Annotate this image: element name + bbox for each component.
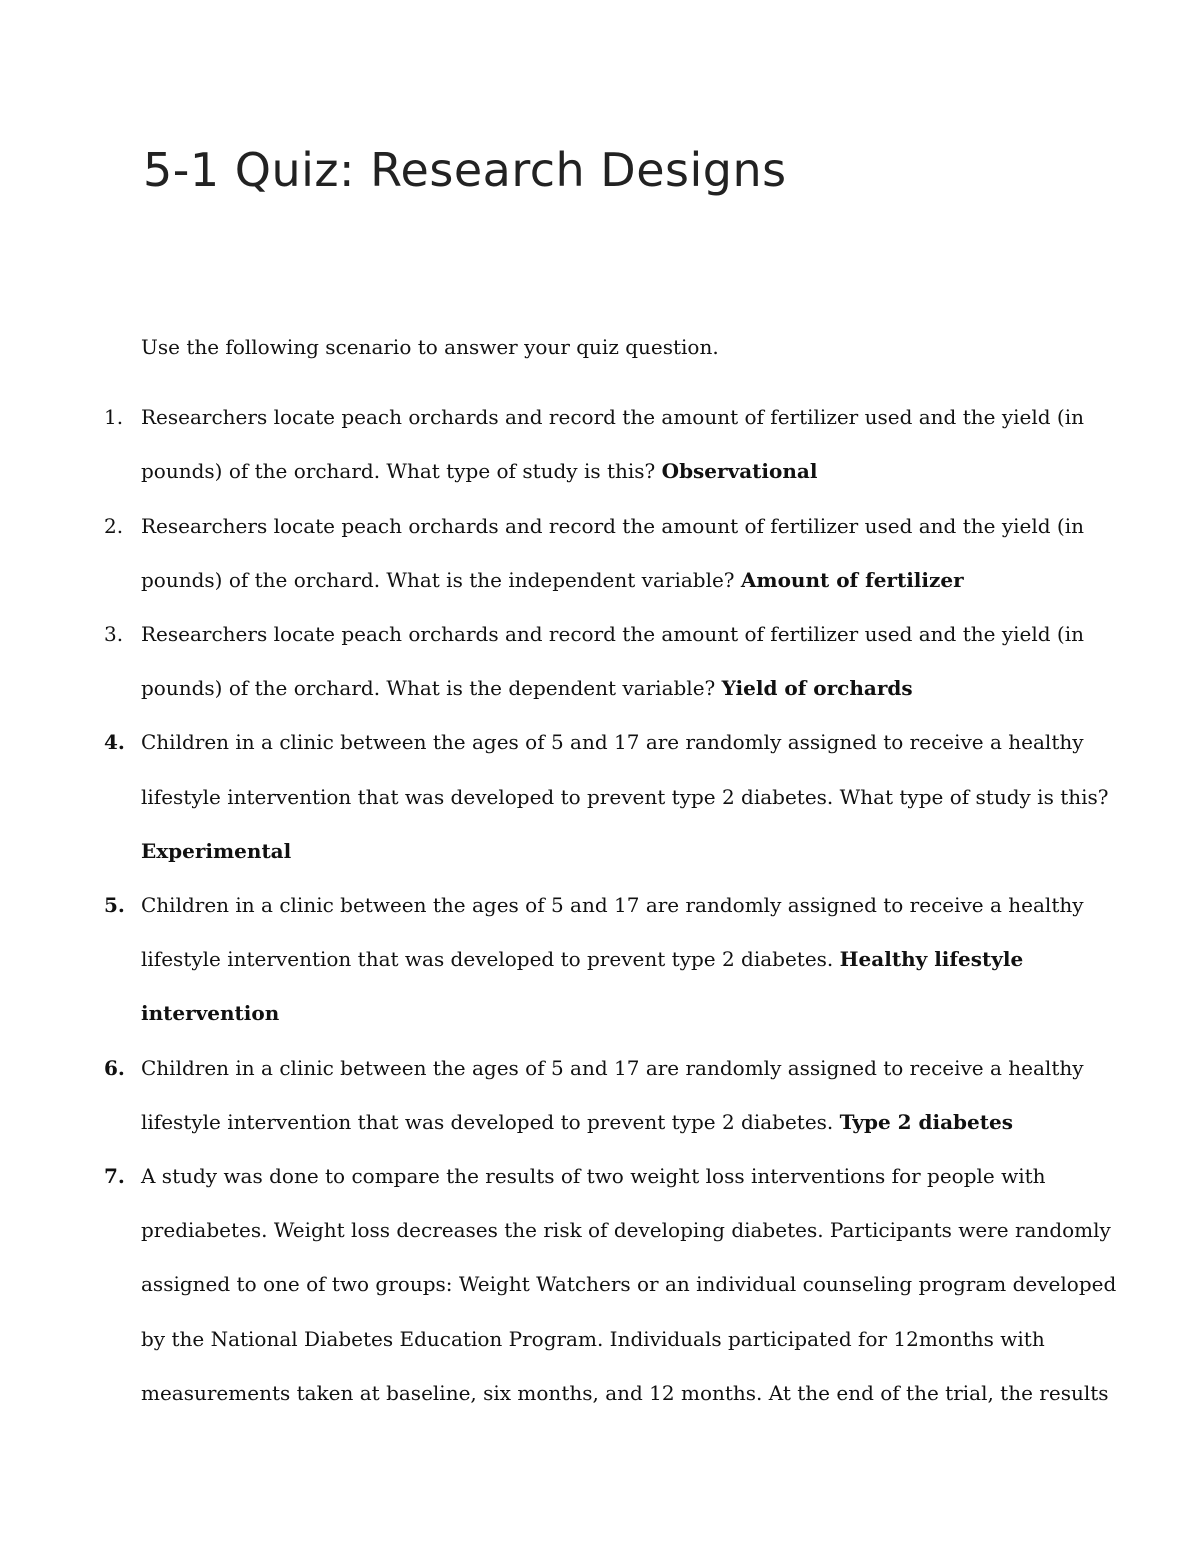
question-text-line: Children in a clinic between the ages of 5 and 17 are randomly assigned to receive a healthy — [141, 1055, 1084, 1080]
question-2 — [0, 499, 1084, 607]
question-text-line — [141, 553, 1081, 607]
question-text: lifestyle intervention that was developed to prevent type 2 diabetes. — [141, 1109, 834, 1134]
question-text: pounds) of the orchard. What is the independent variable? — [141, 567, 735, 592]
question-text-line — [141, 661, 1081, 715]
question-text-line: Children in a clinic between the ages of 5 and 17 are randomly assigned to receive a healthy — [141, 730, 1084, 755]
question-number: 6. — [104, 1055, 125, 1080]
question-text-line: assigned to one of two groups: Weight Watchers or an individual counseling program developed — [141, 1272, 1117, 1297]
question-7 — [0, 1149, 1117, 1420]
question-text-line: by the National Diabetes Education Program. Individuals participated for 12months with — [141, 1326, 1045, 1351]
question-text-line: Researchers locate peach orchards and record the amount of fertilizer used and the yield (in — [141, 405, 1084, 430]
page-title: 5-1 Quiz: Research Designs — [143, 143, 787, 197]
question-number: 1. — [104, 405, 124, 430]
question-list — [0, 390, 1200, 1420]
question-text-line — [141, 1095, 1081, 1149]
question-text: pounds) of the orchard. What is the dependent variable? — [141, 676, 716, 701]
answer-text-continued: intervention — [141, 1001, 280, 1026]
answer-text: Experimental — [141, 838, 292, 863]
question-text-line — [141, 444, 1081, 498]
question-text-line: lifestyle intervention that was developed to prevent type 2 diabetes. What type of study is this? — [141, 784, 1109, 809]
answer-text: Type 2 diabetes — [839, 1109, 1013, 1134]
question-number: 3. — [104, 622, 124, 647]
answer-text: Healthy lifestyle — [839, 947, 1024, 972]
question-text-line — [141, 932, 1081, 986]
question-text-line: Researchers locate peach orchards and record the amount of fertilizer used and the yield (in — [141, 513, 1084, 538]
question-number: 5. — [104, 893, 125, 918]
question-text-line: A study was done to compare the results of two weight loss interventions for people with — [141, 1164, 1046, 1189]
question-number: 7. — [104, 1164, 125, 1189]
question-6 — [0, 1041, 1084, 1149]
answer-text: Amount of fertilizer — [740, 567, 964, 592]
document-body — [0, 320, 1200, 1420]
question-text-line: Researchers locate peach orchards and record the amount of fertilizer used and the yield (in — [141, 622, 1084, 647]
question-4 — [0, 715, 1109, 878]
question-number: 2. — [104, 513, 124, 538]
question-3 — [0, 607, 1084, 715]
question-5 — [0, 878, 1084, 1041]
question-text-line: prediabetes. Weight loss decreases the risk of developing diabetes. Participants were randomly — [141, 1218, 1111, 1243]
question-text: pounds) of the orchard. What type of study is this? — [141, 459, 656, 484]
answer-text: Observational — [661, 459, 818, 484]
question-text-line: measurements taken at baseline, six months, and 12 months. At the end of the trial, the results — [141, 1380, 1109, 1405]
question-text: lifestyle intervention that was developed to prevent type 2 diabetes. — [141, 947, 834, 972]
question-1 — [0, 390, 1084, 498]
intro-text: Use the following scenario to answer your quiz question. — [141, 335, 719, 359]
answer-text: Yield of orchards — [721, 676, 913, 701]
question-number: 4. — [104, 730, 125, 755]
question-text-line: Children in a clinic between the ages of 5 and 17 are randomly assigned to receive a healthy — [141, 893, 1084, 918]
